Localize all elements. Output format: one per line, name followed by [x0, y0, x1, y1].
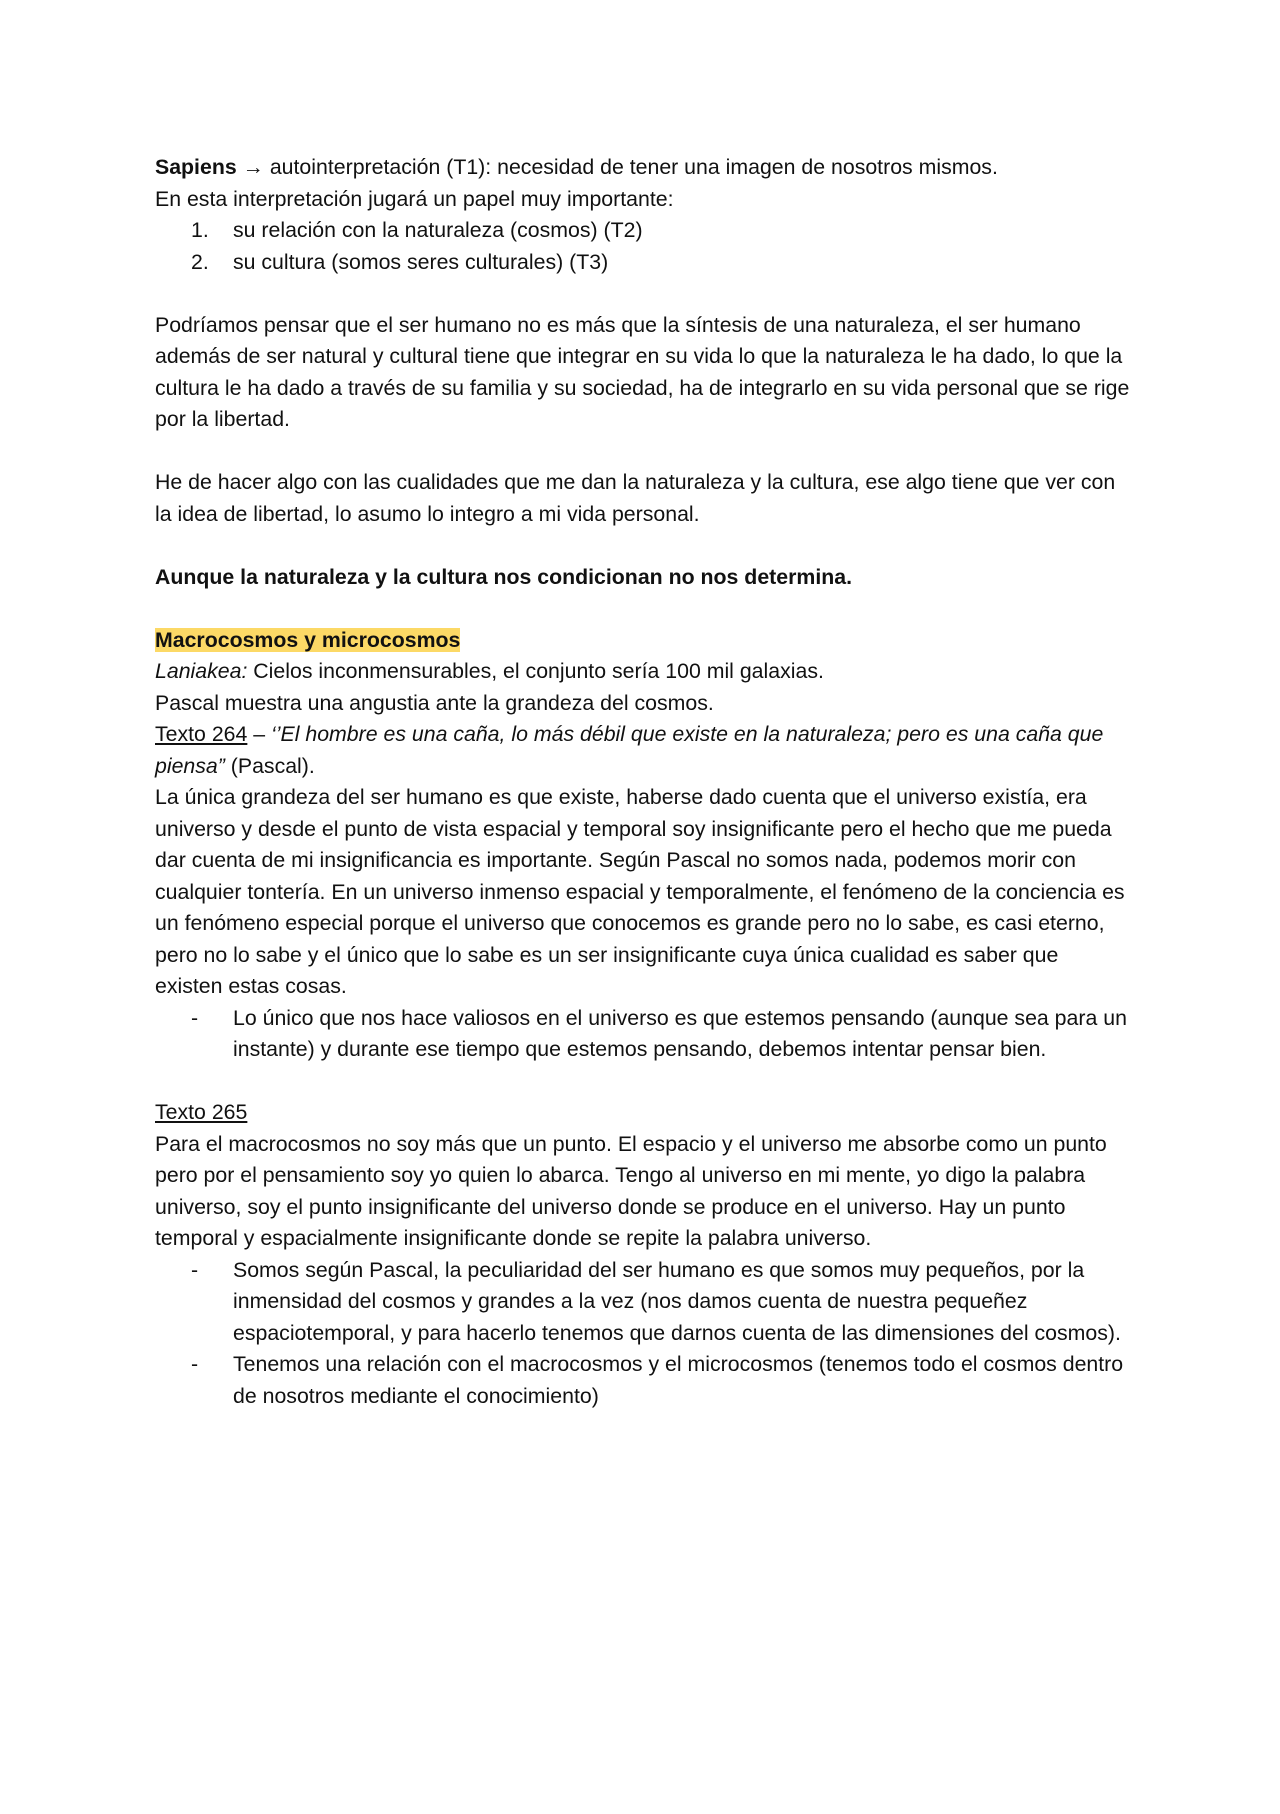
intro-line-1	[155, 152, 1130, 184]
paragraph-1: Podríamos pensar que el ser humano no es más que la síntesis de una naturaleza, el ser humano además de ser natural y cultural tiene que integrar en su vida lo que la naturaleza le ha dado, lo que la cultura le ha dado a través de su familia y su sociedad, ha de integrarlo en su vida personal que se rige por la libertad.	[155, 312, 1130, 431]
paragraph-4: Para el macrocosmos no soy más que un punto. El espacio y el universo me absorbe como un punto pero por el pensamiento soy yo quien lo abarca. Tengo al universo en mi mente, yo digo la palabra universo, soy el punto insignificante del universo donde se produce en el universo. Hay un punto temporal y espacialmente insignificante donde se repite la palabra universo.	[155, 1131, 1107, 1250]
section-heading	[155, 625, 1130, 657]
highlighted-heading: Macrocosmos y microcosmos	[155, 627, 461, 652]
numbered-list-item	[155, 215, 1130, 247]
laniakea-term: Laniakea:	[155, 659, 248, 683]
list-number: 2.	[191, 249, 209, 274]
pascal-quote: ‘’El hombre es una caña, lo más débil que existe en la naturaleza; pero es una caña que piensa”	[155, 722, 1104, 778]
laniakea-text: Cielos inconmensurables, el conjunto sería 100 mil galaxias.	[247, 659, 824, 683]
bullet-dash: -	[191, 1005, 199, 1030]
quote-author: (Pascal).	[224, 753, 315, 778]
numbered-list-item	[155, 247, 1130, 279]
arrow-glyph: →	[242, 155, 264, 179]
paragraph-3: La única grandeza del ser humano es que existe, haberse dado cuenta que el universo existía, era universo y desde el punto de vista espacial y temporal soy insignificante pero el hecho que me pueda dar cuenta de mi insignificancia es importante. Según Pascal no somos nada, podemos morir con cualquier tontería. En un universo inmenso espacial y temporalmente, el fenómeno de la conciencia es un fenómeno especial porque el universo que conocemos es grande pero no lo sabe, es casi eterno, pero no lo sabe y el único que lo sabe es un ser insignificante cuya única cualidad es saber que existen estas cosas.	[155, 785, 1125, 998]
bullet-list-item	[155, 1349, 1130, 1412]
dash: –	[247, 722, 272, 746]
bullet-dash: -	[191, 1352, 199, 1376]
bullet-text: Tenemos una relación con el macrocosmos y el microcosmos (tenemos todo el cosmos dentro de nosotros mediante el conocimiento)	[233, 1352, 1124, 1408]
intro-line-1-text: autointerpretación (T1): necesidad de tener una imagen de nosotros mismos.	[269, 155, 998, 179]
list-item-text: su cultura (somos seres culturales) (T3)	[233, 249, 609, 274]
bullet-text: Somos según Pascal, la peculiaridad del ser humano es que somos muy pequeños, por la inmensidad del cosmos y grandes a la vez (nos damos cuenta de nuestra pequeñez espaciotemporal, y para hacerlo tenemos que darnos cuenta de las dimensiones del cosmos).	[233, 1257, 1121, 1345]
bullet-list-item	[155, 1003, 1130, 1066]
texto-265-label: Texto 265	[155, 1100, 248, 1124]
sapiens-term: Sapiens	[155, 155, 237, 179]
list-item-text: su relación con la naturaleza (cosmos) (T2)	[233, 218, 643, 242]
paragraph-2: He de hacer algo con las cualidades que me dan la naturaleza y la cultura, ese algo tiene que ver con la idea de libertad, lo asumo lo integro a mi vida personal.	[155, 470, 1116, 526]
texto-264-line	[155, 719, 1130, 782]
bullet-text: Lo único que nos hace valiosos en el universo es que estemos pensando (aunque sea para un instante) y durante ese tiempo que estemos pensando, debemos intentar pensar bien.	[233, 1005, 1127, 1061]
texto-265-line	[155, 1097, 1130, 1129]
pascal-line: Pascal muestra una angustia ante la grandeza del cosmos.	[155, 690, 714, 715]
bullet-list-item	[155, 1255, 1130, 1350]
list-number: 1.	[191, 218, 209, 242]
bold-statement: Aunque la naturaleza y la cultura nos condicionan no nos determina.	[155, 564, 853, 589]
intro-line-2: En esta interpretación jugará un papel muy importante:	[155, 186, 674, 211]
texto-264-label: Texto 264	[155, 722, 248, 746]
document-page	[155, 152, 1130, 1412]
laniakea-line	[155, 656, 1130, 688]
bullet-dash: -	[191, 1257, 199, 1282]
